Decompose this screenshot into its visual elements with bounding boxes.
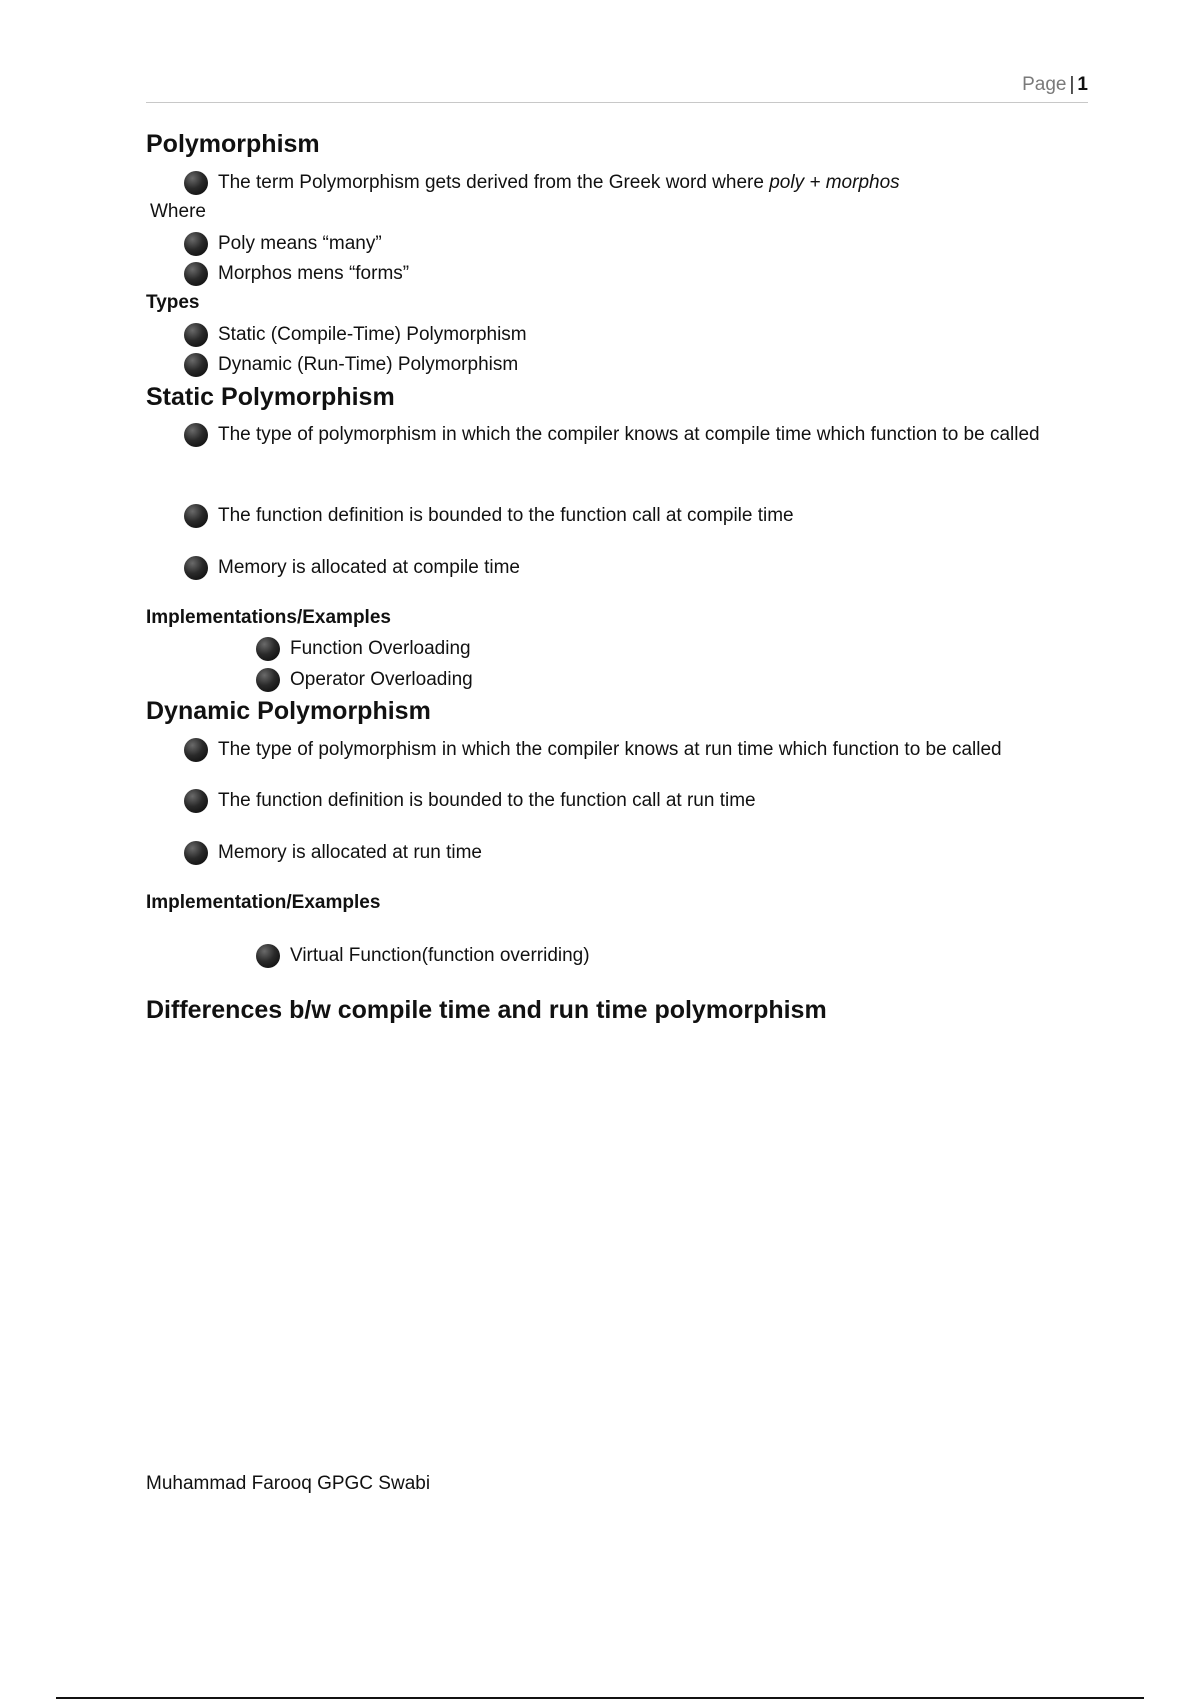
heading-dynamic-polymorphism: Dynamic Polymorphism [146, 697, 431, 725]
list-item: Memory is allocated at compile time [184, 553, 520, 583]
bullet-icon [184, 504, 208, 528]
bullet-icon [184, 789, 208, 813]
bullet-icon [184, 323, 208, 347]
bullet-icon [184, 738, 208, 762]
page-separator: | [1069, 74, 1075, 95]
heading-polymorphism: Polymorphism [146, 130, 320, 158]
list-item: Operator Overloading [256, 665, 473, 695]
bullet-icon [184, 423, 208, 447]
list-item: Static (Compile-Time) Polymorphism [184, 320, 527, 350]
footer-author: Muhammad Farooq GPGC Swabi [146, 1473, 431, 1494]
bullet-icon [256, 944, 280, 968]
list-item [184, 168, 900, 198]
list-item: Function Overloading [256, 634, 471, 664]
bullet-icon [184, 353, 208, 377]
bullet-icon [184, 841, 208, 865]
dynamic-examples-label: Implementation/Examples [146, 892, 381, 913]
bullet-icon [184, 556, 208, 580]
static-examples-label: Implementations/Examples [146, 607, 391, 628]
list-item: Morphos mens “forms” [184, 259, 409, 289]
where-label: Where [150, 201, 206, 222]
page-number-value: 1 [1077, 74, 1088, 95]
list-item: Virtual Function(function overriding) [256, 941, 590, 971]
intro-text [218, 168, 900, 198]
list-item: The function definition is bounded to the function call at compile time [184, 501, 794, 531]
bullet-icon [256, 668, 280, 692]
bullet-icon [184, 232, 208, 256]
bullet-icon [184, 262, 208, 286]
list-item: The type of polymorphism in which the compiler knows at run time which function to be called [184, 735, 1002, 765]
heading-static-polymorphism: Static Polymorphism [146, 383, 395, 411]
heading-differences: Differences b/w compile time and run time polymorphism [146, 996, 827, 1024]
bullet-icon [256, 637, 280, 661]
types-label: Types [146, 292, 200, 313]
intro-italic: poly + morphos [769, 172, 900, 193]
page-number [1022, 74, 1088, 96]
intro-prefix: The term Polymorphism gets derived from the Greek word where [218, 172, 770, 193]
bullet-icon [184, 171, 208, 195]
list-item: The function definition is bounded to the function call at run time [184, 786, 756, 816]
bottom-divider [56, 1697, 1144, 1699]
list-item: Memory is allocated at run time [184, 838, 482, 868]
list-item: The type of polymorphism in which the compiler knows at compile time which function to be called [184, 420, 1064, 450]
list-item: Dynamic (Run-Time) Polymorphism [184, 350, 518, 380]
list-item: Poly means “many” [184, 229, 382, 259]
page-header [146, 72, 1088, 103]
page-label: Page [1022, 74, 1067, 95]
